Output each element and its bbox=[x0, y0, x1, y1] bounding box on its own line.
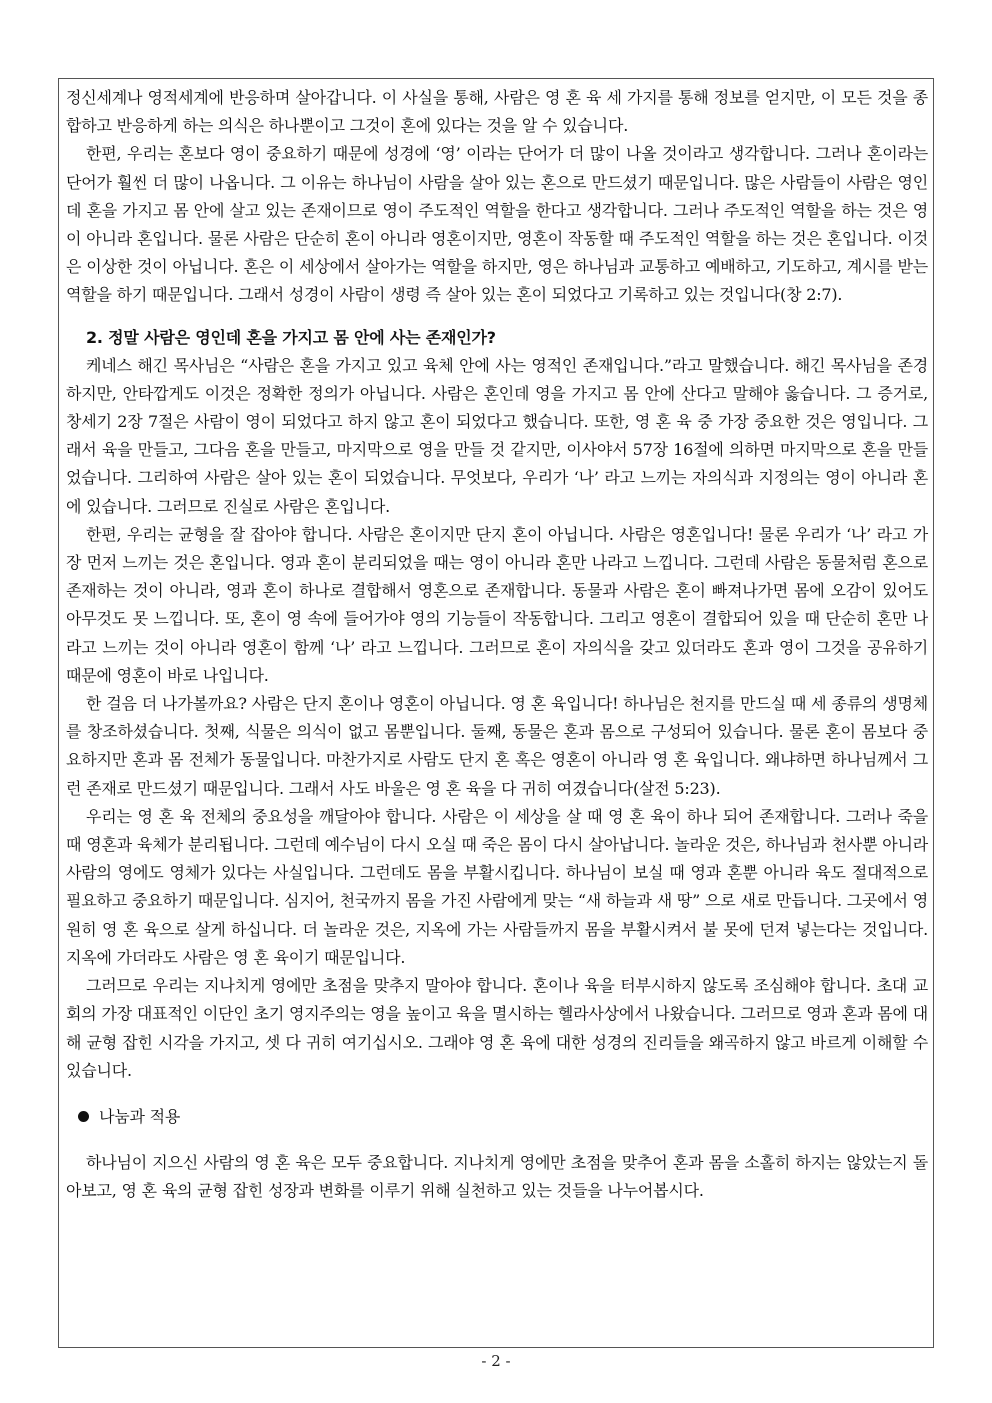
section-2-paragraph-3: 한 걸음 더 나가볼까요? 사람은 단지 혼이나 영혼이 아닙니다. 영 혼 육입니다! 하나님은 천지를 만드실 때 세 종류의 생명체를 창조하셨습니다. 첫째, 식물은 의식이 없고 몸뿐입니다. 둘째, 동물은 혼과 몸으로 구성되어 있습니다. 물론 혼이 몸보다 중요하지만 혼과 몸 전체가 동물입니다. 마찬가지로 사람도 단지 혼 혹은 영혼이 아니라 영 혼 육입니다. 왜냐하면 하나님께서 그런 존재로 만드셨기 때문입니다. 그래서 사도 바울은 영 혼 육을 다 귀히 여겼습니다(살전 5:23). bbox=[66, 694, 928, 798]
intro-paragraph-1: 정신세계나 영적세계에 반응하며 살아갑니다. 이 사실을 통해, 사람은 영 혼 육 세 가지를 통해 정보를 얻지만, 이 모든 것을 종합하고 반응하게 하는 의식은 하나뿐이고 그것이 혼에 있다는 것을 알 수 있습니다. bbox=[66, 88, 928, 136]
section-2-paragraph-5: 그러므로 우리는 지나치게 영에만 초점을 맞추지 말아야 합니다. 혼이나 육을 터부시하지 않도록 조심해야 합니다. 초대 교회의 가장 대표적인 이단인 초기 영지주의는 영을 높이고 육을 멸시하는 헬라사상에서 나왔습니다. 그러므로 영과 혼과 몸에 대해 균형 잡힌 시각을 가지고, 셋 다 귀히 여기십시오. 그래야 영 혼 육에 대한 성경의 진리들을 왜곡하지 않고 바르게 이해할 수 있습니다. bbox=[66, 976, 928, 1080]
section-2-paragraph-4: 우리는 영 혼 육 전체의 중요성을 깨달아야 합니다. 사람은 이 세상을 살 때 영 혼 육이 하나 되어 존재합니다. 그러나 죽을 때 영혼과 육체가 분리됩니다. 그런데 예수님이 다시 오실 때 죽은 몸이 다시 살아납니다. 놀라운 것은, 하나님과 천사뿐 아니라 사람의 영에도 영체가 있다는 사실입니다. 그런데도 몸을 부활시킵니다. 하나님이 보실 때 영과 혼뿐 아니라 육도 절대적으로 필요하고 중요하기 때문입니다. 심지어, 천국까지 몸을 가진 사람에게 맞는 “새 하늘과 새 땅” 으로 새로 만듭니다. 그곳에서 영원히 영 혼 육으로 살게 하십니다. 더 놀라운 것은, 지옥에 가는 사람들까지 몸을 부활시켜서 불 못에 던져 넣는다는 것입니다. 지옥에 가더라도 사람은 영 혼 육이기 때문입니다. bbox=[66, 806, 928, 967]
page-number: - 2 - bbox=[481, 1352, 511, 1370]
bullet-icon bbox=[78, 1111, 89, 1122]
section-2-paragraph-2: 한편, 우리는 균형을 잘 잡아야 합니다. 사람은 혼이지만 단지 혼이 아닙니다. 사람은 영혼입니다! 물론 우리가 ‘나’ 라고 가장 먼저 느끼는 것은 혼입니다. 영과 혼이 분리되었을 때는 영이 아니라 혼만 나라고 느낍니다. 그런데 사람은 동물처럼 혼으로 존재하는 것이 아니라, 영과 혼이 하나로 결합해서 영혼으로 존재합니다. 동물과 사람은 혼이 빠져나가면 몸에 오감이 있어도 아무것도 못 느낍니다. 또, 혼이 영 속에 들어가야 영의 기능들이 작동합니다. 그리고 영혼이 결합되어 있을 때 단순히 혼만 나라고 느끼는 것이 아니라 영혼이 함께 ‘나’ 라고 느낍니다. 그러므로 혼이 자의식을 갖고 있더라도 혼과 영이 그것을 공유하기 때문에 영혼이 바로 나입니다. bbox=[66, 524, 928, 685]
section-2-heading: 2. 정말 사람은 영인데 혼을 가지고 몸 안에 사는 존재인가? bbox=[86, 327, 496, 347]
sharing-paragraph: 하나님이 지으신 사람의 영 혼 육은 모두 중요합니다. 지나치게 영에만 초점을 맞추어 혼과 몸을 소홀히 하지는 않았는지 돌아보고, 영 혼 육의 균형 잡힌 성장과 변화를 이루기 위해 실천하고 있는 것들을 나누어봅시다. bbox=[66, 1152, 928, 1201]
intro-paragraph-2: 한편, 우리는 혼보다 영이 중요하기 때문에 성경에 ‘영’ 이라는 단어가 더 많이 나올 것이라고 생각합니다. 그러나 혼이라는 단어가 훨씬 더 많이 나옵니다. 그 이유는 하나님이 사람을 살아 있는 혼으로 만드셨기 때문입니다. 많은 사람들이 사람은 영인데 혼을 가지고 몸 안에 살고 있는 존재이므로 영이 주도적인 역할을 한다고 생각합니다. 그러나 주도적인 역할을 하는 것은 영이 아니라 혼입니다. 물론 사람은 단순히 혼이 아니라 영혼이지만, 영혼이 작동할 때 주도적인 역할을 하는 것은 혼입니다. 이것은 이상한 것이 아닙니다. 혼은 이 세상에서 살아가는 역할을 하지만, 영은 하나님과 교통하고 예배하고, 기도하고, 계시를 받는 역할을 하기 때문입니다. 그래서 성경이 사람이 생령 즉 살아 있는 혼이 되었다고 기록하고 있는 것입니다(창 2:7). bbox=[66, 144, 928, 305]
section-2-paragraph-1: 케네스 해긴 목사님은 “사람은 혼을 가지고 있고 육체 안에 사는 영적인 존재입니다.”라고 말했습니다. 해긴 목사님을 존경하지만, 안타깝게도 이것은 정확한 정의가 아닙니다. 사람은 혼인데 영을 가지고 몸 안에 산다고 말해야 옳습니다. 그 증거로, 창세기 2장 7절은 사람이 영이 되었다고 하지 않고 혼이 되었다고 했습니다. 또한, 영 혼 육 중 가장 중요한 것은 영입니다. 그래서 육을 만들고, 그다음 혼을 만들고, 마지막으로 영을 만들 것 같지만, 이사야서 57장 16절에 의하면 마지막으로 혼을 만들었습니다. 그리하여 사람은 살아 있는 혼이 되었습니다. 무엇보다, 우리가 ‘나’ 라고 느끼는 자의식과 지정의는 영이 아니라 혼에 있습니다. 그러므로 진실로 사람은 혼입니다. bbox=[66, 355, 928, 516]
document-body bbox=[66, 84, 928, 1205]
sharing-heading-label: 나눔과 적용 bbox=[99, 1106, 181, 1126]
sharing-heading bbox=[78, 1103, 928, 1131]
